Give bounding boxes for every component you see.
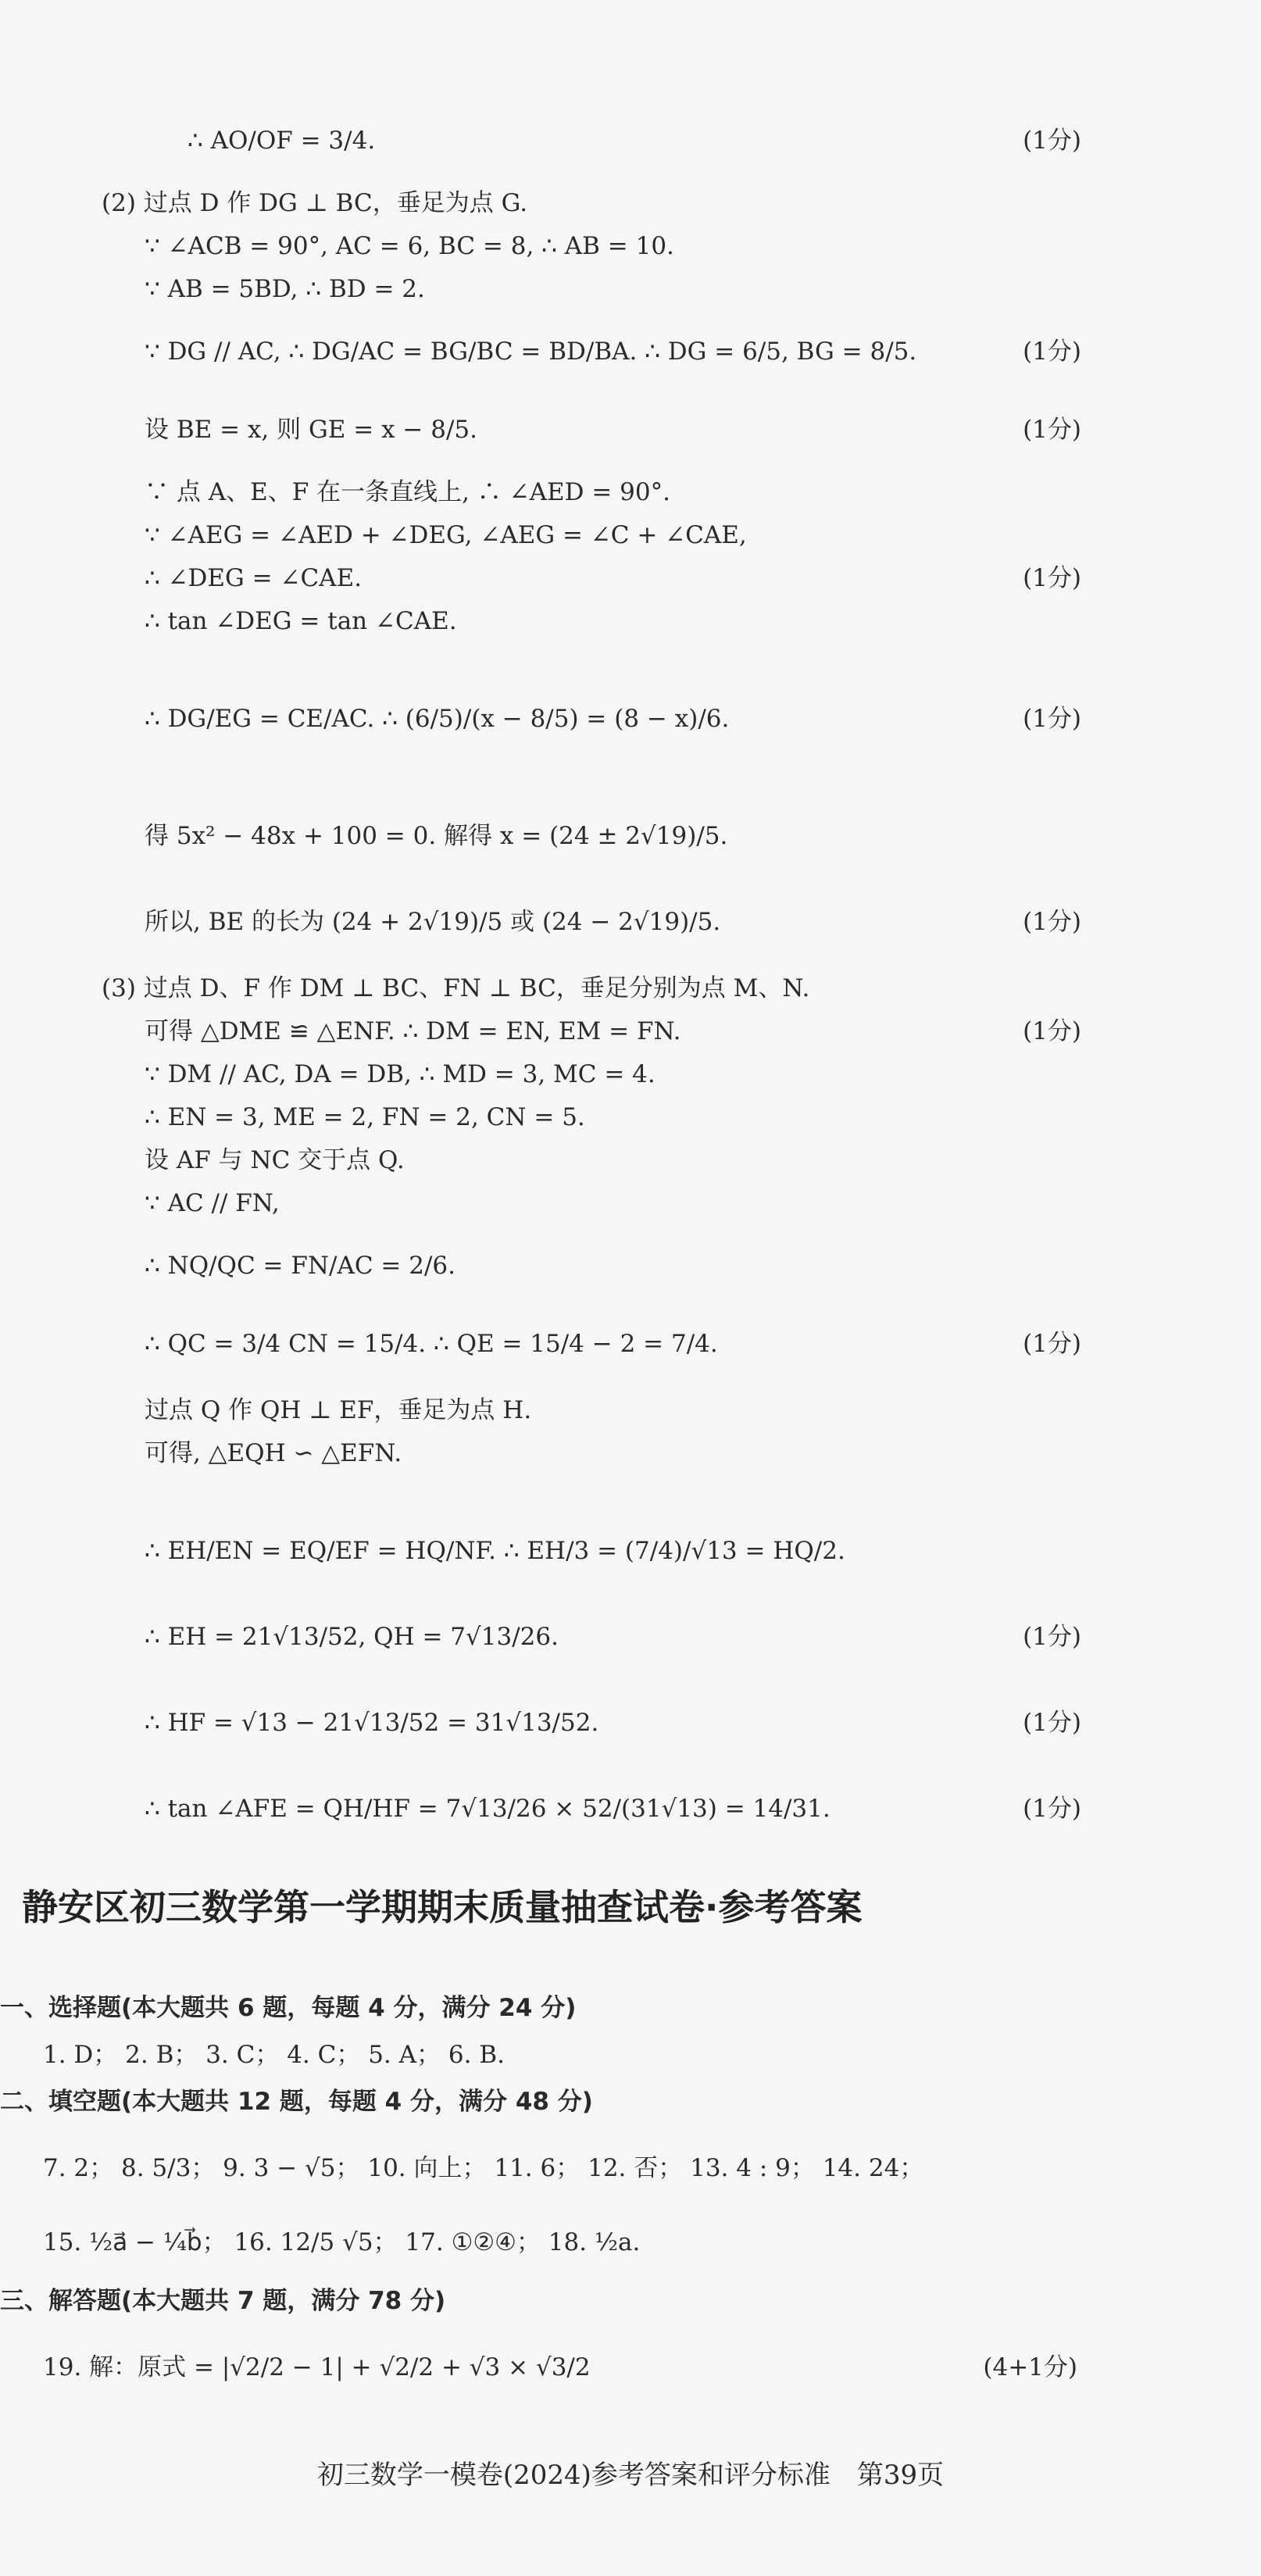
solution-line: [0, 1008, 1261, 1055]
solution-line: [0, 1387, 1261, 1434]
solution-text: ∵ ∠AEG = ∠AED + ∠DEG, ∠AEG = ∠C + ∠CAE,: [145, 521, 747, 549]
solution-text: ∴ tan ∠AFE = QH/HF = 7√13/26 × 52/(31√13) = 14/31.: [145, 1795, 831, 1823]
fill-header-line: [0, 2078, 1261, 2125]
solution-text: (3) 过点 D、F 作 DM ⊥ BC、FN ⊥ BC，垂足分别为点 M、N.: [102, 974, 810, 1002]
choice-header: 一、选择题(本大题共 6 题，每题 4 分，满分 24 分): [0, 1994, 577, 2022]
q19-line: [0, 2344, 1261, 2391]
choice-answers-line: [0, 2031, 1261, 2078]
solution-line: [0, 555, 1261, 602]
solution-text: ∴ HF = √13 − 21√13/52 = 31√13/52.: [145, 1709, 599, 1737]
solution-line: [0, 695, 1261, 742]
solution-text: ∴ DG/EG = CE/AC. ∴ (6/5)/(x − 8/5) = (8 − x)/6.: [145, 705, 730, 733]
solution-line: [0, 965, 1261, 1012]
solution-line: [0, 1137, 1261, 1184]
solution-text: 可得 △DME ≌ △ENF. ∴ DM = EN, EM = FN.: [145, 1017, 681, 1045]
solve-header-line: [0, 2278, 1261, 2324]
solution-line: [0, 1094, 1261, 1141]
solution-line: [0, 469, 1261, 516]
score-mark: (1分): [1023, 1709, 1081, 1737]
score-mark: (1分): [1023, 564, 1081, 592]
solution-line: [0, 328, 1261, 375]
choice-header-line: [0, 1985, 1261, 2031]
solution-text: ∴ EH/EN = EQ/EF = HQ/NF. ∴ EH/3 = (7/4)/√13 = HQ/2.: [145, 1537, 845, 1565]
solution-text: ∵ 点 A、E、F 在一条直线上, ∴ ∠AED = 90°.: [145, 478, 670, 506]
solution-text: 所以, BE 的长为 (24 + 2√19)/5 或 (24 − 2√19)/5.: [145, 908, 721, 936]
page-footer: 初三数学一模卷(2024)参考答案和评分标准 第39页: [316, 2460, 945, 2491]
solution-line: [0, 266, 1261, 313]
score-mark: (1分): [1023, 416, 1081, 444]
fill-answers-line-1: [0, 2145, 1261, 2192]
fill-answers-1: 7. 2； 8. 5/3； 9. 3 − √5； 10. 向上； 11. 6； 12. 否； 13. 4 : 9； 14. 24；: [43, 2154, 924, 2182]
solution-text: ∵ DM // AC, DA = DB, ∴ MD = 3, MC = 4.: [145, 1060, 656, 1088]
solution-text: ∴ AO/OF = 3/4.: [188, 127, 376, 155]
score-mark: (1分): [1023, 338, 1081, 366]
solution-line: [0, 223, 1261, 270]
fill-header: 二、填空题(本大题共 12 题，每题 4 分，满分 48 分): [0, 2088, 593, 2116]
score-mark: (1分): [1023, 705, 1081, 733]
solution-line: [0, 1242, 1261, 1289]
solution-text: ∴ tan ∠DEG = tan ∠CAE.: [145, 607, 457, 635]
solution-line: [0, 813, 1261, 859]
q19-text: 19. 解：原式 = |√2/2 − 1| + √2/2 + √3 × √3/2: [43, 2353, 591, 2381]
solution-text: ∵ AB = 5BD, ∴ BD = 2.: [145, 275, 425, 303]
solution-line: [0, 1430, 1261, 1477]
solution-line: [0, 1613, 1261, 1660]
score-mark: (1分): [1023, 908, 1081, 936]
solution-line: [0, 1785, 1261, 1832]
solution-line: [0, 512, 1261, 559]
score-mark: (1分): [1023, 127, 1081, 155]
solution-text: ∴ EH = 21√13/52, QH = 7√13/26.: [145, 1623, 559, 1651]
solution-line: [0, 406, 1261, 453]
q19-score: (4+1分): [983, 2353, 1077, 2381]
solution-line: [0, 1051, 1261, 1098]
solution-text: ∵ AC // FN,: [145, 1189, 280, 1217]
solution-line: [0, 899, 1261, 945]
solution-text: ∴ QC = 3/4 CN = 15/4. ∴ QE = 15/4 − 2 = 7/4.: [145, 1330, 718, 1358]
score-mark: (1分): [1023, 1330, 1081, 1358]
fill-answers-2: 15. ½a⃗ − ¼b⃗； 16. 12/5 √5； 17. ①②④； 18. ½a.: [43, 2228, 641, 2256]
solution-text: (2) 过点 D 作 DG ⊥ BC，垂足为点 G.: [102, 189, 528, 217]
choice-answers: 1. D； 2. B； 3. C； 4. C； 5. A； 6. B.: [43, 2041, 505, 2069]
solution-text: ∵ ∠ACB = 90°, AC = 6, BC = 8, ∴ AB = 10.: [145, 232, 674, 260]
solution-text: 可得, △EQH ∽ △EFN.: [145, 1439, 402, 1467]
solution-text: 设 AF 与 NC 交于点 Q.: [145, 1146, 405, 1174]
solution-text: 设 BE = x, 则 GE = x − 8/5.: [145, 416, 477, 444]
solution-text: ∴ EN = 3, ME = 2, FN = 2, CN = 5.: [145, 1103, 585, 1131]
section-title: 静安区初三数学第一学期期末质量抽查试卷·参考答案: [22, 1886, 863, 1928]
solution-text: ∵ DG // AC, ∴ DG/AC = BG/BC = BD/BA. ∴ DG = 6/5, BG = 8/5.: [145, 338, 917, 366]
solution-line: [0, 1320, 1261, 1367]
solution-text: 得 5x² − 48x + 100 = 0. 解得 x = (24 ± 2√19)/5.: [145, 822, 728, 850]
solution-line: [0, 117, 1261, 164]
score-mark: (1分): [1023, 1623, 1081, 1651]
solution-text: 过点 Q 作 QH ⊥ EF，垂足为点 H.: [145, 1396, 532, 1424]
solution-line: [0, 598, 1261, 645]
solution-line: [0, 1699, 1261, 1746]
fill-answers-line-2: [0, 2219, 1261, 2266]
solution-text: ∴ NQ/QC = FN/AC = 2/6.: [145, 1252, 455, 1280]
solve-header: 三、解答题(本大题共 7 题，满分 78 分): [0, 2287, 446, 2315]
solution-line: [0, 1180, 1261, 1227]
score-mark: (1分): [1023, 1017, 1081, 1045]
solution-line: [0, 1527, 1261, 1574]
score-mark: (1分): [1023, 1795, 1081, 1823]
solution-text: ∴ ∠DEG = ∠CAE.: [145, 564, 363, 592]
solution-line: [0, 180, 1261, 227]
